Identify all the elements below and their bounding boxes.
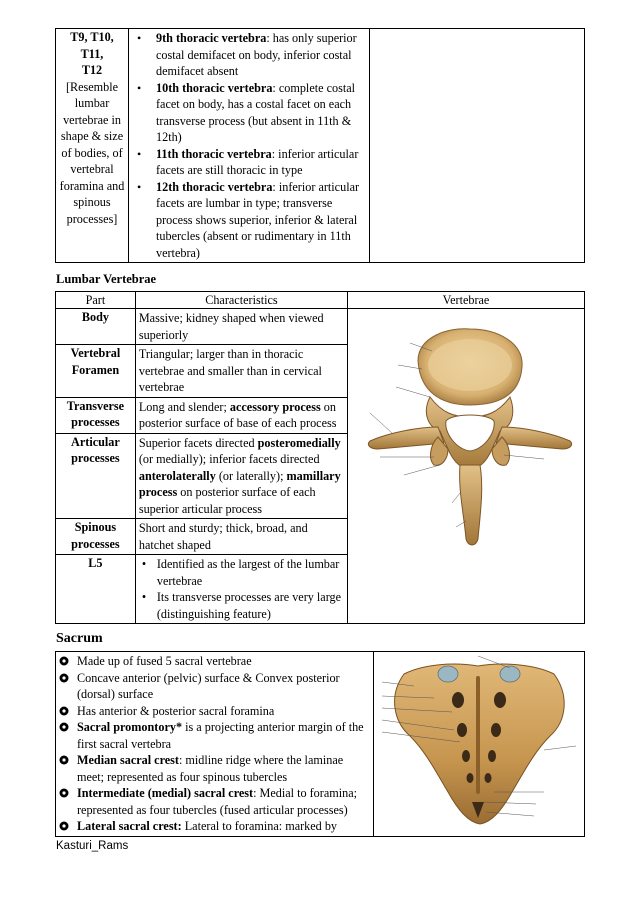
list-item: • 12th thoracic vertebra: inferior articular facets are lumbar in type; transverse process shows superior, inferior & lateral tubercles (absent or rudimentary in 11th vertebra) xyxy=(132,179,366,262)
list-item: Median sacral crest: midline ridge where the laminae meet; represented as four spinous tubercles xyxy=(58,752,371,785)
sacrum-illustration xyxy=(374,652,584,828)
footer-author: Kasturi_Rams xyxy=(56,840,129,852)
row-label-l5: L5 xyxy=(56,555,136,624)
sacrum-section-title: Sacrum xyxy=(56,631,103,646)
row-label-body: Body xyxy=(56,309,136,345)
list-item: Intermediate (medial) sacral crest: Medial to foramina; represented as four tubercles (fused articular processes) xyxy=(58,785,371,818)
thoracic-empty-cell xyxy=(370,29,585,263)
list-item: • 11th thoracic vertebra: inferior articular facets are still thoracic in type xyxy=(132,146,366,179)
flower-bullet-icon xyxy=(59,706,69,716)
thoracic-levels: T9, T10, T11, T12 xyxy=(70,30,114,77)
sacrum-features-cell xyxy=(56,652,374,837)
thoracic-features-list xyxy=(132,30,366,261)
row-text-body: Massive; kidney shaped when viewed superiorly xyxy=(135,309,347,345)
list-item: • 10th thoracic vertebra: complete costal facet on body, has a costal facet on each transverse process (but absent in 11th & 12th) xyxy=(132,80,366,146)
sacrum-figure-cell xyxy=(374,652,585,837)
list-item: Has anterior & posterior sacral foramina xyxy=(58,703,371,720)
row-label-articular: Articular processes xyxy=(56,433,136,519)
row-text-transverse: Long and slender; accessory process on posterior surface of base of each process xyxy=(135,397,347,433)
sacrum-table xyxy=(55,651,585,837)
list-item: Lateral sacral crest: Lateral to foramina: marked by xyxy=(58,818,371,835)
column-header-vertebrae: Vertebrae xyxy=(348,292,585,309)
flower-bullet-icon xyxy=(59,673,69,683)
list-item: Made up of fused 5 sacral vertebrae xyxy=(58,653,371,670)
column-header-part: Part xyxy=(56,292,136,309)
row-text-l5 xyxy=(135,555,347,624)
lumbar-table xyxy=(55,291,585,624)
thoracic-table xyxy=(55,28,585,263)
row-text-spinous: Short and sturdy; thick, broad, and hatchet shaped xyxy=(135,519,347,555)
list-item: Concave anterior (pelvic) surface & Convex posterior (dorsal) surface xyxy=(58,670,371,703)
row-label-foramen: Vertebral Foramen xyxy=(56,345,136,398)
list-item: Sacral promontory* is a projecting anterior margin of the first sacral vertebra xyxy=(58,719,371,752)
list-item: • 9th thoracic vertebra: has only superior costal demifacet on body, inferior costal demifacet absent xyxy=(132,30,366,80)
list-item: • Its transverse processes are very large (distinguishing feature) xyxy=(139,589,344,622)
flower-bullet-icon xyxy=(59,788,69,798)
list-item: • Identified as the largest of the lumbar vertebrae xyxy=(139,556,344,589)
row-label-spinous: Spinous processes xyxy=(56,519,136,555)
flower-bullet-icon xyxy=(59,656,69,666)
flower-bullet-icon xyxy=(59,755,69,765)
column-header-characteristics: Characteristics xyxy=(135,292,347,309)
thoracic-note: [Resemble lumbar vertebrae in shape & size of bodies, of vertebral foramina and spinous processes] xyxy=(59,79,125,226)
lumbar-section-title: Lumbar Vertebrae xyxy=(56,272,157,286)
table-row xyxy=(56,309,585,345)
thoracic-vertebrae-label-cell xyxy=(56,29,129,263)
table-header-row xyxy=(56,292,585,309)
row-label-transverse: Transverse processes xyxy=(56,397,136,433)
thoracic-features-cell xyxy=(129,29,370,263)
lumbar-figure-cell xyxy=(348,309,585,624)
sacrum-features-list xyxy=(58,653,371,835)
flower-bullet-icon xyxy=(59,821,69,831)
row-text-articular: Superior facets directed posteromedially (or medially); inferior facets directed anterolaterally (or laterally); mamillary process on posterior surface of each superior articular process xyxy=(135,433,347,519)
flower-bullet-icon xyxy=(59,722,69,732)
lumbar-vertebra-illustration xyxy=(348,309,584,609)
row-text-foramen: Triangular; larger than in thoracic vertebrae and smaller than in cervical vertebrae xyxy=(135,345,347,398)
